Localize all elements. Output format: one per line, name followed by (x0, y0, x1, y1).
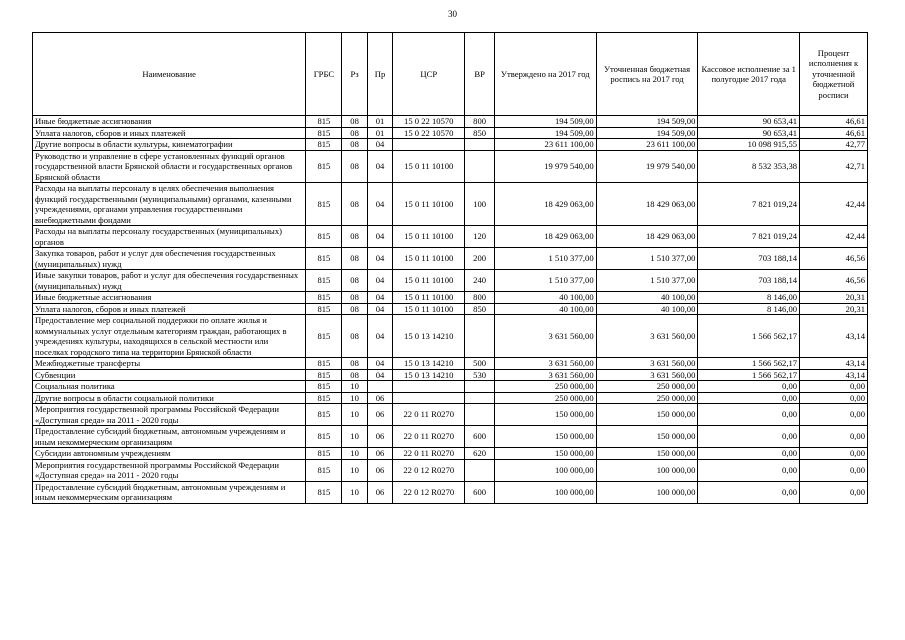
cell-executed: 703 188,14 (698, 270, 800, 292)
cell-vr: 500 (465, 358, 495, 370)
col-header-rz: Рз (342, 33, 367, 116)
cell-pr: 04 (367, 358, 392, 370)
cell-executed: 90 653,41 (698, 127, 800, 139)
cell-name: Субсидии автономным учреждениям (33, 448, 306, 460)
cell-grbs: 815 (306, 426, 342, 448)
cell-revised: 100 000,00 (596, 459, 698, 481)
cell-grbs: 815 (306, 183, 342, 226)
cell-executed: 0,00 (698, 448, 800, 460)
cell-rz: 08 (342, 369, 367, 381)
cell-rz: 08 (342, 226, 367, 248)
cell-vr: 850 (465, 303, 495, 315)
cell-grbs: 815 (306, 127, 342, 139)
table-row (33, 292, 868, 304)
cell-revised: 3 631 560,00 (596, 315, 698, 358)
cell-grbs: 815 (306, 150, 342, 183)
cell-name: Другие вопросы в области культуры, кинематографии (33, 139, 306, 151)
cell-approved: 250 000,00 (494, 381, 596, 393)
table-row (33, 358, 868, 370)
col-header-approved: Утверждено на 2017 год (494, 33, 596, 116)
table-row (33, 127, 868, 139)
cell-vr (465, 381, 495, 393)
cell-approved: 3 631 560,00 (494, 358, 596, 370)
cell-csr (393, 139, 465, 151)
cell-grbs: 815 (306, 226, 342, 248)
cell-pr: 04 (367, 139, 392, 151)
table-row (33, 381, 868, 393)
table-row (33, 459, 868, 481)
cell-revised: 250 000,00 (596, 381, 698, 393)
cell-pr: 04 (367, 226, 392, 248)
cell-name: Предоставление субсидий бюджетным, автономным учреждениям и иным некоммерческим организациям (33, 481, 306, 503)
cell-approved: 194 509,00 (494, 116, 596, 128)
cell-percent: 0,00 (800, 459, 868, 481)
cell-pr (367, 381, 392, 393)
cell-approved: 3 631 560,00 (494, 369, 596, 381)
cell-approved: 1 510 377,00 (494, 270, 596, 292)
cell-rz: 10 (342, 381, 367, 393)
cell-rz: 08 (342, 358, 367, 370)
cell-revised: 250 000,00 (596, 392, 698, 404)
cell-csr: 15 0 11 10100 (393, 183, 465, 226)
col-header-csr: ЦСР (393, 33, 465, 116)
page-number: 30 (448, 9, 457, 19)
cell-vr (465, 459, 495, 481)
cell-pr: 04 (367, 183, 392, 226)
cell-grbs: 815 (306, 292, 342, 304)
cell-csr: 15 0 11 10100 (393, 150, 465, 183)
cell-csr: 15 0 22 10570 (393, 127, 465, 139)
cell-approved: 19 979 540,00 (494, 150, 596, 183)
table-row (33, 426, 868, 448)
table-row (33, 139, 868, 151)
cell-pr: 06 (367, 404, 392, 426)
cell-revised: 3 631 560,00 (596, 369, 698, 381)
cell-grbs: 815 (306, 392, 342, 404)
cell-percent: 42,71 (800, 150, 868, 183)
cell-revised: 150 000,00 (596, 426, 698, 448)
cell-approved: 18 429 063,00 (494, 183, 596, 226)
cell-rz: 08 (342, 183, 367, 226)
cell-executed: 7 821 019,24 (698, 183, 800, 226)
cell-revised: 1 510 377,00 (596, 248, 698, 270)
cell-name: Руководство и управление в сфере установленных функций органов государственной власти Брянской области и государственных органов Брянской области (33, 150, 306, 183)
cell-percent: 0,00 (800, 404, 868, 426)
cell-name: Закупка товаров, работ и услуг для обеспечения государственных (муниципальных) нужд (33, 248, 306, 270)
cell-executed: 0,00 (698, 392, 800, 404)
cell-percent: 0,00 (800, 448, 868, 460)
cell-csr: 15 0 11 10100 (393, 226, 465, 248)
cell-name: Межбюджетные трансферты (33, 358, 306, 370)
cell-pr: 04 (367, 369, 392, 381)
cell-csr: 15 0 11 10100 (393, 248, 465, 270)
cell-name: Мероприятия государственной программы Российской Федерации «Доступная среда» на 2011 - 2020 годы (33, 459, 306, 481)
cell-vr: 800 (465, 116, 495, 128)
cell-csr (393, 381, 465, 393)
cell-vr: 100 (465, 183, 495, 226)
cell-vr: 850 (465, 127, 495, 139)
cell-approved: 40 100,00 (494, 292, 596, 304)
cell-pr: 01 (367, 127, 392, 139)
cell-rz: 08 (342, 139, 367, 151)
cell-approved: 18 429 063,00 (494, 226, 596, 248)
cell-executed: 0,00 (698, 459, 800, 481)
table-row (33, 448, 868, 460)
cell-revised: 100 000,00 (596, 481, 698, 503)
cell-executed: 90 653,41 (698, 116, 800, 128)
cell-name: Предоставление мер социальной поддержки по оплате жилья и коммунальных услуг отдельным категориям граждан, работающих в учреждениях культуры, находящихся в сельской местности или поселках городского типа на территории Брянской области (33, 315, 306, 358)
cell-name: Уплата налогов, сборов и иных платежей (33, 303, 306, 315)
cell-approved: 3 631 560,00 (494, 315, 596, 358)
cell-name: Уплата налогов, сборов и иных платежей (33, 127, 306, 139)
cell-name: Расходы на выплаты персоналу в целях обеспечения выполнения функций государственными (муниципальными) органами, казенными учреждениями, органами управления государственными внебюджетными фондами (33, 183, 306, 226)
cell-percent: 0,00 (800, 381, 868, 393)
cell-name: Субвенции (33, 369, 306, 381)
cell-grbs: 815 (306, 270, 342, 292)
cell-pr: 04 (367, 270, 392, 292)
cell-rz: 08 (342, 150, 367, 183)
cell-revised: 40 100,00 (596, 303, 698, 315)
cell-percent: 0,00 (800, 481, 868, 503)
col-header-executed: Кассовое исполнение за 1 полугодие 2017 года (698, 33, 800, 116)
cell-name: Иные бюджетные ассигнования (33, 292, 306, 304)
table-row (33, 303, 868, 315)
table-row (33, 481, 868, 503)
cell-name: Предоставление субсидий бюджетным, автономным учреждениям и иным некоммерческим организациям (33, 426, 306, 448)
cell-name: Социальная политика (33, 381, 306, 393)
cell-percent: 20,31 (800, 303, 868, 315)
cell-name: Мероприятия государственной программы Российской Федерации «Доступная среда» на 2011 - 2020 годы (33, 404, 306, 426)
cell-csr: 15 0 13 14210 (393, 358, 465, 370)
cell-approved: 40 100,00 (494, 303, 596, 315)
cell-rz: 10 (342, 404, 367, 426)
cell-rz: 08 (342, 303, 367, 315)
cell-revised: 150 000,00 (596, 404, 698, 426)
table-row (33, 392, 868, 404)
cell-revised: 19 979 540,00 (596, 150, 698, 183)
col-header-revised: Уточненная бюджетная роспись на 2017 год (596, 33, 698, 116)
cell-approved: 100 000,00 (494, 459, 596, 481)
cell-executed: 1 566 562,17 (698, 315, 800, 358)
cell-pr: 04 (367, 315, 392, 358)
cell-csr: 15 0 11 10100 (393, 270, 465, 292)
cell-grbs: 815 (306, 369, 342, 381)
cell-percent: 46,56 (800, 248, 868, 270)
cell-grbs: 815 (306, 116, 342, 128)
cell-vr: 120 (465, 226, 495, 248)
cell-pr: 04 (367, 248, 392, 270)
cell-rz: 08 (342, 116, 367, 128)
table-row (33, 116, 868, 128)
cell-vr: 800 (465, 292, 495, 304)
cell-approved: 23 611 100,00 (494, 139, 596, 151)
cell-grbs: 815 (306, 248, 342, 270)
cell-vr: 200 (465, 248, 495, 270)
cell-rz: 10 (342, 481, 367, 503)
cell-rz: 08 (342, 127, 367, 139)
cell-executed: 0,00 (698, 381, 800, 393)
cell-revised: 18 429 063,00 (596, 226, 698, 248)
table-row (33, 248, 868, 270)
cell-revised: 23 611 100,00 (596, 139, 698, 151)
cell-grbs: 815 (306, 448, 342, 460)
cell-name: Расходы на выплаты персоналу государственных (муниципальных) органов (33, 226, 306, 248)
table-row (33, 270, 868, 292)
cell-percent: 42,44 (800, 183, 868, 226)
cell-pr: 04 (367, 292, 392, 304)
cell-percent: 43,14 (800, 358, 868, 370)
cell-revised: 194 509,00 (596, 127, 698, 139)
table-header-row (33, 33, 868, 116)
cell-approved: 100 000,00 (494, 481, 596, 503)
cell-csr: 15 0 13 14210 (393, 315, 465, 358)
cell-revised: 1 510 377,00 (596, 270, 698, 292)
col-header-percent: Процент исполнения к уточненной бюджетной росписи (800, 33, 868, 116)
table-row (33, 369, 868, 381)
cell-percent: 0,00 (800, 426, 868, 448)
cell-name: Иные бюджетные ассигнования (33, 116, 306, 128)
cell-csr: 22 0 11 R0270 (393, 404, 465, 426)
cell-csr: 22 0 12 R0270 (393, 481, 465, 503)
cell-grbs: 815 (306, 303, 342, 315)
table-row (33, 150, 868, 183)
cell-rz: 08 (342, 270, 367, 292)
cell-vr (465, 139, 495, 151)
cell-approved: 150 000,00 (494, 426, 596, 448)
col-header-name: Наименование (33, 33, 306, 116)
cell-vr: 530 (465, 369, 495, 381)
cell-grbs: 815 (306, 315, 342, 358)
cell-executed: 0,00 (698, 404, 800, 426)
cell-percent: 0,00 (800, 392, 868, 404)
cell-revised: 194 509,00 (596, 116, 698, 128)
cell-pr: 04 (367, 303, 392, 315)
cell-executed: 0,00 (698, 426, 800, 448)
cell-rz: 10 (342, 426, 367, 448)
cell-approved: 150 000,00 (494, 448, 596, 460)
cell-pr: 06 (367, 426, 392, 448)
table-row (33, 404, 868, 426)
cell-percent: 42,77 (800, 139, 868, 151)
table-row (33, 183, 868, 226)
cell-pr: 06 (367, 448, 392, 460)
cell-executed: 10 098 915,55 (698, 139, 800, 151)
cell-executed: 0,00 (698, 481, 800, 503)
cell-name: Иные закупки товаров, работ и услуг для обеспечения государственных (муниципальных) нужд (33, 270, 306, 292)
budget-table (32, 32, 868, 504)
cell-csr: 22 0 12 R0270 (393, 459, 465, 481)
cell-revised: 150 000,00 (596, 448, 698, 460)
cell-pr: 06 (367, 481, 392, 503)
cell-percent: 46,61 (800, 116, 868, 128)
cell-executed: 7 821 019,24 (698, 226, 800, 248)
cell-revised: 40 100,00 (596, 292, 698, 304)
cell-executed: 8 532 353,38 (698, 150, 800, 183)
cell-csr (393, 392, 465, 404)
cell-vr (465, 392, 495, 404)
cell-name: Другие вопросы в области социальной политики (33, 392, 306, 404)
col-header-pr: Пр (367, 33, 392, 116)
table-row (33, 226, 868, 248)
cell-approved: 1 510 377,00 (494, 248, 596, 270)
cell-vr: 620 (465, 448, 495, 460)
table-row (33, 315, 868, 358)
cell-vr: 600 (465, 426, 495, 448)
cell-csr: 15 0 22 10570 (393, 116, 465, 128)
cell-vr (465, 404, 495, 426)
cell-revised: 18 429 063,00 (596, 183, 698, 226)
cell-pr: 01 (367, 116, 392, 128)
table-body (33, 116, 868, 504)
cell-grbs: 815 (306, 139, 342, 151)
cell-pr: 06 (367, 459, 392, 481)
cell-vr: 600 (465, 481, 495, 503)
cell-rz: 08 (342, 292, 367, 304)
cell-rz: 10 (342, 459, 367, 481)
cell-percent: 46,61 (800, 127, 868, 139)
cell-csr: 22 0 11 R0270 (393, 448, 465, 460)
cell-csr: 22 0 11 R0270 (393, 426, 465, 448)
cell-executed: 703 188,14 (698, 248, 800, 270)
cell-grbs: 815 (306, 459, 342, 481)
cell-pr: 04 (367, 150, 392, 183)
col-header-vr: ВР (465, 33, 495, 116)
cell-rz: 10 (342, 392, 367, 404)
cell-percent: 42,44 (800, 226, 868, 248)
cell-grbs: 815 (306, 404, 342, 426)
cell-revised: 3 631 560,00 (596, 358, 698, 370)
cell-percent: 43,14 (800, 369, 868, 381)
cell-rz: 08 (342, 315, 367, 358)
cell-rz: 08 (342, 248, 367, 270)
cell-pr: 06 (367, 392, 392, 404)
cell-vr (465, 150, 495, 183)
cell-percent: 20,31 (800, 292, 868, 304)
cell-approved: 150 000,00 (494, 404, 596, 426)
cell-grbs: 815 (306, 358, 342, 370)
col-header-grbs: ГРБС (306, 33, 342, 116)
cell-percent: 43,14 (800, 315, 868, 358)
cell-executed: 1 566 562,17 (698, 369, 800, 381)
cell-executed: 1 566 562,17 (698, 358, 800, 370)
cell-csr: 15 0 11 10100 (393, 303, 465, 315)
cell-executed: 8 146,00 (698, 303, 800, 315)
cell-grbs: 815 (306, 481, 342, 503)
cell-grbs: 815 (306, 381, 342, 393)
cell-vr (465, 315, 495, 358)
cell-csr: 15 0 11 10100 (393, 292, 465, 304)
cell-executed: 8 146,00 (698, 292, 800, 304)
cell-rz: 10 (342, 448, 367, 460)
cell-percent: 46,56 (800, 270, 868, 292)
cell-vr: 240 (465, 270, 495, 292)
cell-approved: 194 509,00 (494, 127, 596, 139)
cell-approved: 250 000,00 (494, 392, 596, 404)
cell-csr: 15 0 13 14210 (393, 369, 465, 381)
